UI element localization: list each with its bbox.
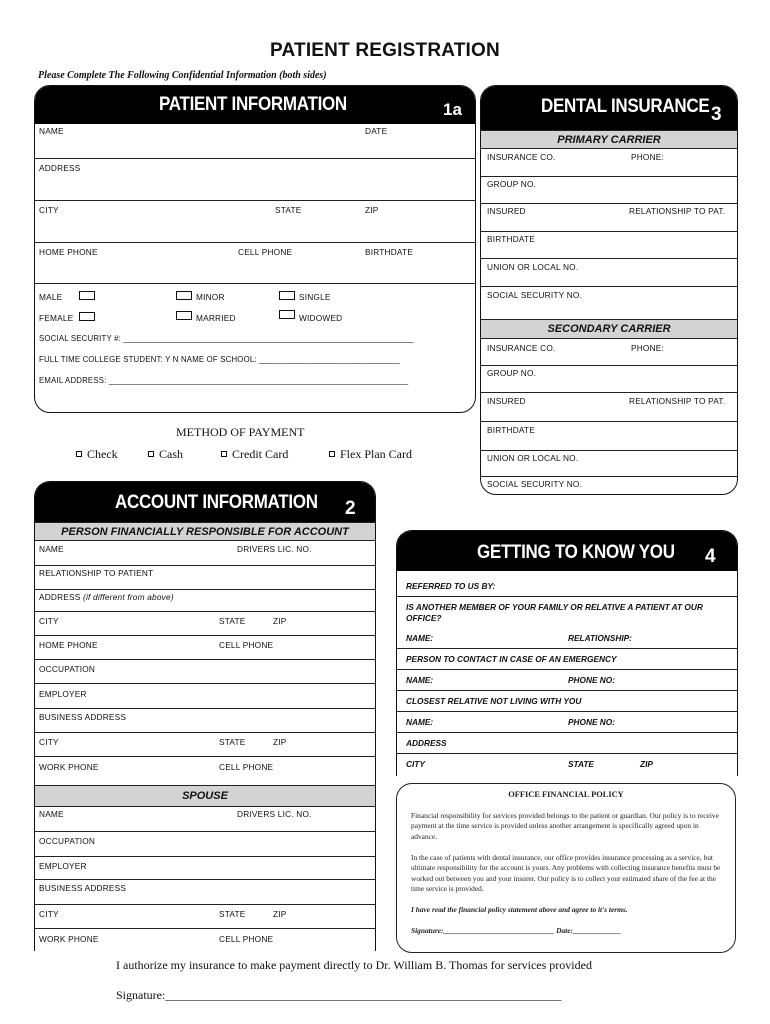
divider	[481, 421, 737, 422]
relative-city-field[interactable]: CITY	[406, 759, 425, 769]
spouse-cell-phone-field[interactable]: CELL PHONE	[219, 934, 274, 944]
relative-state-field[interactable]: STATE	[568, 759, 594, 769]
divider	[397, 648, 737, 649]
payment-method-title: METHOD OF PAYMENT	[176, 425, 305, 439]
ssn-field[interactable]: SOCIAL SECURITY #: ________________________________________________________________	[39, 334, 414, 343]
spouse-occupation-field[interactable]: OCCUPATION	[39, 836, 96, 846]
spouse-employer-field[interactable]: EMPLOYER	[39, 861, 87, 871]
family-patient-question: IS ANOTHER MEMBER OF YOUR FAMILY OR RELATIVE A PATIENT AT OUR OFFICE?	[406, 602, 703, 623]
divider	[397, 596, 737, 597]
secondary-carrier-band: SECONDARY CARRIER	[481, 319, 737, 339]
checkbox-icon	[221, 451, 227, 457]
male-checkbox[interactable]	[79, 291, 95, 300]
relative-zip-field[interactable]: ZIP	[640, 759, 653, 769]
employer-field[interactable]: EMPLOYER	[39, 689, 87, 699]
secondary-group-field[interactable]: GROUP NO.	[487, 368, 537, 378]
divider	[481, 365, 737, 366]
divider	[481, 231, 737, 232]
account-cell-phone-field[interactable]: CELL PHONE	[219, 640, 274, 650]
policy-paragraph-1: Financial responsibility for services provided belongs to the patient or guardian. Our policy is to receive payment at the time service is provided unless another arrangement is specifically agreed upon in advance.	[411, 811, 719, 841]
account-city-field[interactable]: CITY	[39, 616, 59, 626]
divider	[35, 856, 375, 857]
address-field[interactable]: ADDRESS	[39, 163, 81, 173]
divider	[35, 283, 475, 284]
page-title: PATIENT REGISTRATION	[270, 40, 500, 61]
female-checkbox[interactable]	[79, 312, 95, 321]
date-field[interactable]: DATE	[365, 126, 388, 136]
zip-field[interactable]: ZIP	[365, 205, 379, 215]
divider	[481, 176, 737, 177]
birthdate-field[interactable]: BIRTHDATE	[365, 247, 414, 257]
divider	[35, 659, 375, 660]
state-field[interactable]: STATE	[275, 205, 302, 215]
section-title: ACCOUNT INFORMATION	[115, 490, 318, 513]
divider	[35, 611, 375, 612]
policy-signature-line[interactable]: Signature:______________________________ Date:_____________	[411, 926, 622, 935]
spouse-city-field[interactable]: CITY	[39, 909, 59, 919]
minor-label: MINOR	[196, 292, 225, 302]
secondary-ssn-field[interactable]: SOCIAL SECURITY NO.	[487, 479, 583, 489]
account-name-field[interactable]: NAME	[39, 544, 64, 554]
divider	[35, 831, 375, 832]
divider	[397, 753, 737, 754]
responsible-person-band: PERSON FINANCIALLY RESPONSIBLE FOR ACCOUNT	[35, 522, 375, 541]
cell-phone-field[interactable]: CELL PHONE	[238, 247, 293, 257]
secondary-relationship-field[interactable]: RELATIONSHIP TO PAT.	[629, 396, 726, 406]
single-label: SINGLE	[299, 292, 331, 302]
financial-policy-box	[396, 783, 736, 953]
referred-by-field[interactable]: REFERRED TO US BY:	[406, 581, 496, 591]
secondary-insured-field[interactable]: INSURED	[487, 396, 526, 406]
divider	[397, 669, 737, 670]
relationship-field[interactable]: RELATIONSHIP TO PATIENT	[39, 568, 154, 578]
primary-carrier-band: PRIMARY CARRIER	[481, 130, 737, 149]
married-label: MARRIED	[196, 313, 236, 323]
business-zip-field[interactable]: ZIP	[273, 737, 287, 747]
home-phone-field[interactable]: HOME PHONE	[39, 247, 98, 257]
section-title: PATIENT INFORMATION	[159, 92, 347, 115]
payment-option-credit-card[interactable]: Credit Card	[221, 447, 288, 462]
primary-birthdate-field[interactable]: BIRTHDATE	[487, 234, 536, 244]
divider	[35, 732, 375, 733]
insurance-authorization: I authorize my insurance to make payment directly to Dr. William B. Thomas for services provided	[116, 958, 592, 972]
section-number: 1a	[443, 100, 462, 119]
getting-to-know-you-header	[397, 531, 737, 571]
city-field[interactable]: CITY	[39, 205, 59, 215]
divider	[35, 565, 375, 566]
drivers-license-field[interactable]: DRIVERS LIC. NO.	[237, 544, 312, 554]
divider	[35, 242, 475, 243]
work-phone-field[interactable]: WORK PHONE	[39, 762, 99, 772]
section-number: 2	[345, 498, 356, 519]
married-checkbox[interactable]	[176, 311, 192, 320]
divider	[35, 708, 375, 709]
divider	[35, 589, 375, 590]
account-home-phone-field[interactable]: HOME PHONE	[39, 640, 98, 650]
policy-paragraph-2: In the case of patients with dental insurance, our office provides insurance processing as a service, but ultimate responsibility for the account is yours. Any problems with collecting insurance benefits must be worked out between you and your insurer. Our policy is to collect your estimated share of the fee at the time service is provided.	[411, 853, 721, 893]
female-label: FEMALE	[39, 313, 74, 323]
payment-option-flex-plan[interactable]: Flex Plan Card	[329, 447, 412, 462]
divider	[35, 904, 375, 905]
primary-group-field[interactable]: GROUP NO.	[487, 179, 537, 189]
primary-phone-field[interactable]: PHONE:	[631, 152, 665, 162]
college-student-field[interactable]: FULL TIME COLLEGE STUDENT: Y N NAME OF SCHOOL: _______________________________	[39, 355, 400, 364]
divider	[481, 203, 737, 204]
policy-agreement: I have read the financial policy statement above and agree to it's terms.	[411, 905, 628, 914]
divider	[481, 450, 737, 451]
account-state-field[interactable]: STATE	[219, 616, 246, 626]
patient-information-section	[34, 85, 476, 413]
divider	[481, 258, 737, 259]
section-number: 4	[705, 546, 716, 567]
divider	[397, 711, 737, 712]
emergency-contact-heading: PERSON TO CONTACT IN CASE OF AN EMERGENCY	[406, 654, 617, 664]
spouse-state-field[interactable]: STATE	[219, 909, 246, 919]
name-field[interactable]: NAME	[39, 126, 64, 136]
email-field[interactable]: EMAIL ADDRESS: __________________________________________________________________	[39, 376, 409, 385]
primary-insurance-field[interactable]: INSURANCE CO.	[487, 152, 556, 162]
account-information-header	[35, 482, 375, 522]
checkbox-icon	[329, 451, 335, 457]
secondary-insurance-field[interactable]: INSURANCE CO.	[487, 343, 556, 353]
page-subtitle: Please Complete The Following Confidential Information (both sides)	[38, 70, 327, 81]
family-name-field[interactable]: NAME:	[406, 633, 434, 643]
secondary-union-field[interactable]: UNION OR LOCAL NO.	[487, 453, 579, 463]
account-address-field[interactable]: ADDRESS (if different from above)	[39, 592, 174, 602]
dental-insurance-section	[480, 85, 738, 495]
payment-option-cash[interactable]: Cash	[148, 447, 183, 462]
spouse-band: SPOUSE	[35, 785, 375, 807]
account-information-section	[34, 481, 376, 951]
relative-name-field[interactable]: NAME:	[406, 717, 434, 727]
emergency-phone-field[interactable]: PHONE NO:	[568, 675, 616, 685]
widowed-label: WIDOWED	[299, 313, 343, 323]
section-title: DENTAL INSURANCE	[541, 94, 710, 117]
closest-relative-heading: CLOSEST RELATIVE NOT LIVING WITH YOU	[406, 696, 582, 706]
divider	[481, 392, 737, 393]
divider	[35, 928, 375, 929]
single-checkbox[interactable]	[279, 291, 295, 300]
divider	[35, 756, 375, 757]
divider	[35, 200, 475, 201]
section-number: 3	[711, 104, 722, 125]
family-relationship-field[interactable]: RELATIONSHIP:	[568, 633, 632, 643]
primary-union-field[interactable]: UNION OR LOCAL NO.	[487, 262, 579, 272]
business-city-field[interactable]: CITY	[39, 737, 59, 747]
business-address-field[interactable]: BUSINESS ADDRESS	[39, 712, 127, 722]
minor-checkbox[interactable]	[176, 291, 192, 300]
secondary-phone-field[interactable]: PHONE:	[631, 343, 665, 353]
spouse-business-address-field[interactable]: BUSINESS ADDRESS	[39, 883, 127, 893]
relative-phone-field[interactable]: PHONE NO:	[568, 717, 616, 727]
policy-title: OFFICE FINANCIAL POLICY	[508, 790, 624, 799]
primary-insured-field[interactable]: INSURED	[487, 206, 526, 216]
primary-ssn-field[interactable]: SOCIAL SECURITY NO.	[487, 290, 583, 300]
payment-option-check[interactable]: Check	[76, 447, 118, 462]
divider	[35, 683, 375, 684]
spouse-name-field[interactable]: NAME	[39, 809, 64, 819]
divider	[397, 732, 737, 733]
divider	[35, 879, 375, 880]
checkbox-icon	[148, 451, 154, 457]
occupation-field[interactable]: OCCUPATION	[39, 664, 96, 674]
spouse-zip-field[interactable]: ZIP	[273, 909, 287, 919]
spouse-drivers-license-field[interactable]: DRIVERS LIC. NO.	[237, 809, 312, 819]
signature-line[interactable]: Signature:__________________________________________________________________	[116, 988, 562, 1002]
divider	[481, 286, 737, 287]
divider	[397, 690, 737, 691]
business-state-field[interactable]: STATE	[219, 737, 246, 747]
divider	[35, 158, 475, 159]
account-zip-field[interactable]: ZIP	[273, 616, 287, 626]
checkbox-icon	[76, 451, 82, 457]
divider	[481, 476, 737, 477]
widowed-checkbox[interactable]	[279, 310, 295, 319]
secondary-birthdate-field[interactable]: BIRTHDATE	[487, 425, 536, 435]
dental-insurance-header	[481, 86, 737, 130]
relative-address-field[interactable]: ADDRESS	[406, 738, 447, 748]
patient-information-header	[35, 86, 475, 124]
work-cell-phone-field[interactable]: CELL PHONE	[219, 762, 274, 772]
spouse-work-phone-field[interactable]: WORK PHONE	[39, 934, 99, 944]
section-title: GETTING TO KNOW YOU	[477, 540, 675, 563]
male-label: MALE	[39, 292, 63, 302]
emergency-name-field[interactable]: NAME:	[406, 675, 434, 685]
divider	[35, 635, 375, 636]
primary-relationship-field[interactable]: RELATIONSHIP TO PAT.	[629, 206, 726, 216]
getting-to-know-you-section	[396, 530, 738, 776]
